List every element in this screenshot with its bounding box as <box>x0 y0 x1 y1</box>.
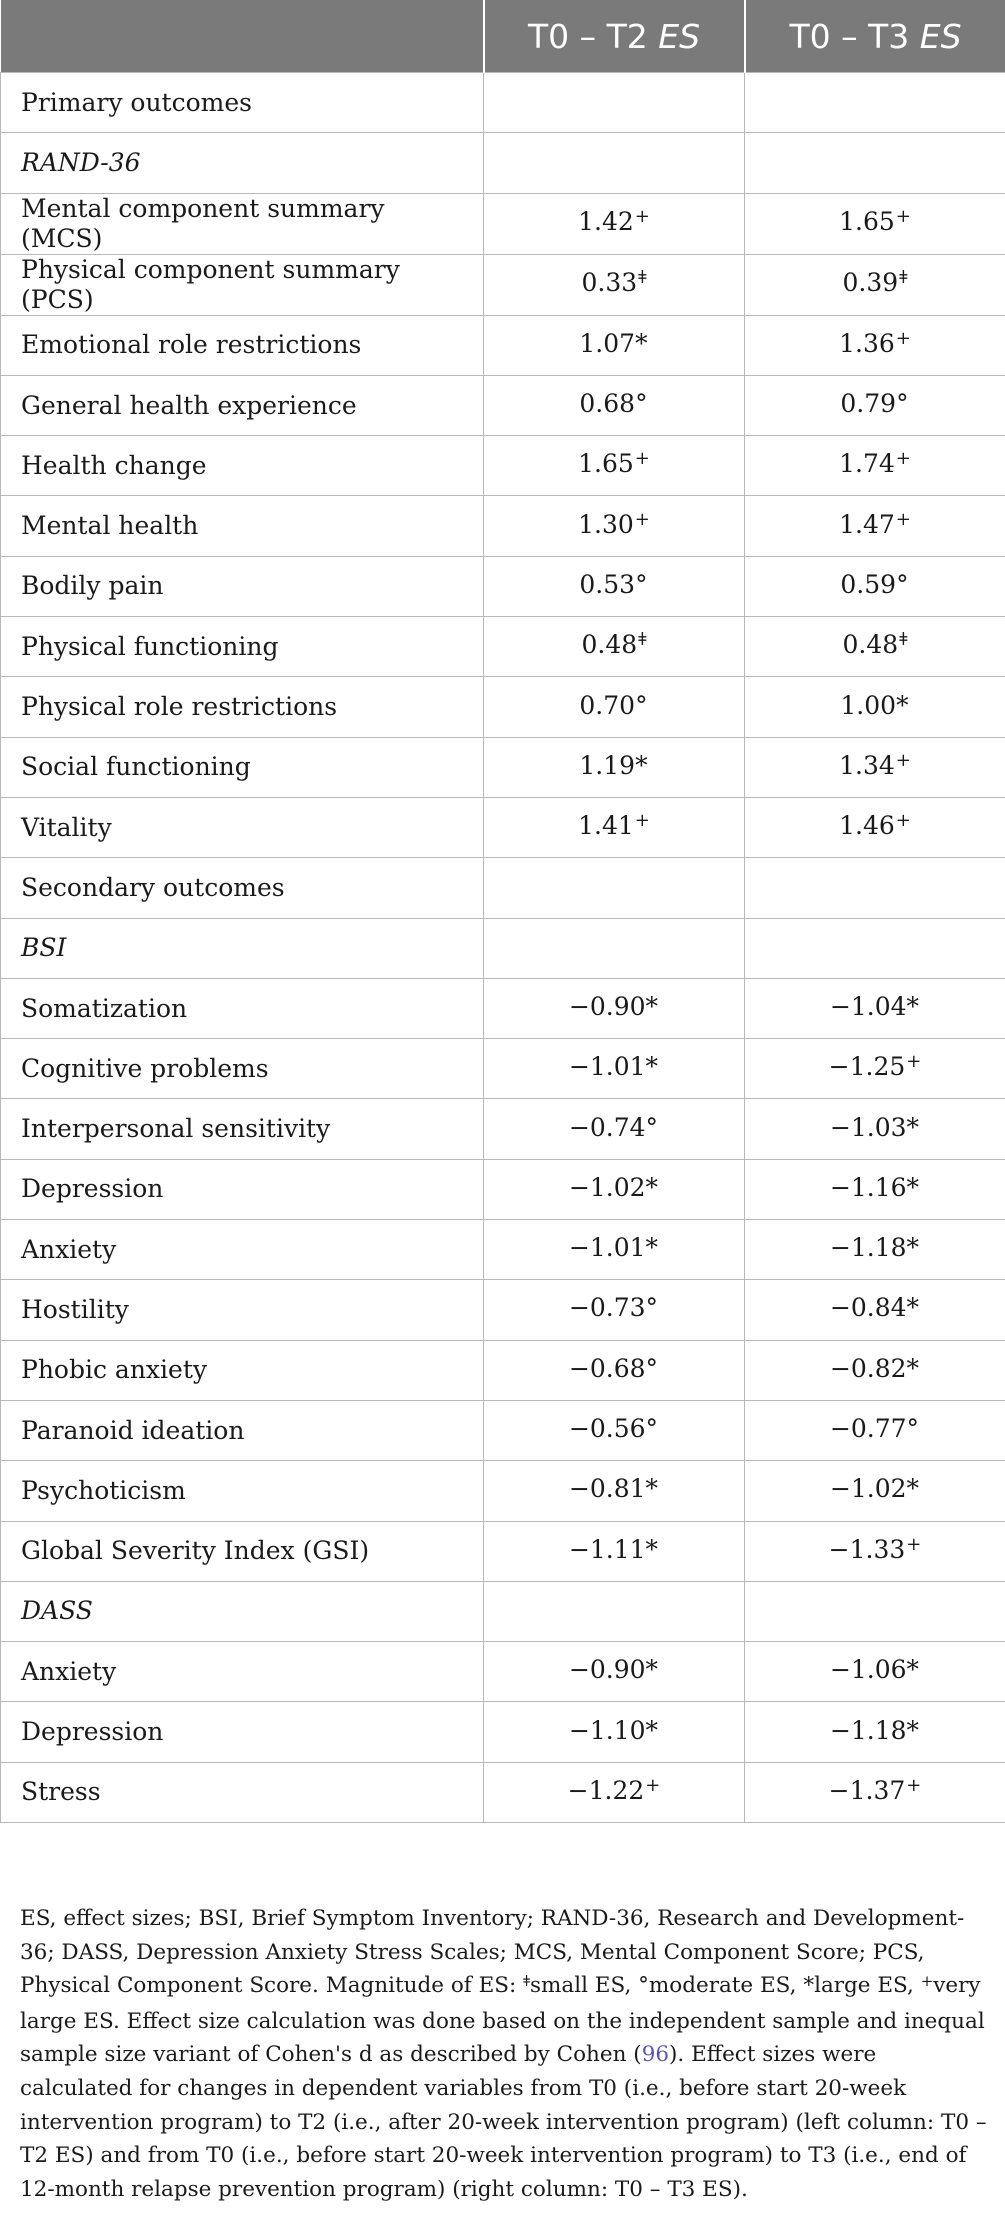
row-value-t0-t2 <box>484 1340 745 1400</box>
effect-size-value: −1.01* <box>568 1233 659 1263</box>
row-value-t0-t2 <box>484 315 745 375</box>
table-row <box>1 193 1005 254</box>
effect-size-value: 1.42 <box>578 207 634 237</box>
row-value-t0-t3 <box>745 858 1005 918</box>
row-value-t0-t3 <box>745 1400 1005 1460</box>
row-label: Global Severity Index (GSI) <box>1 1521 484 1581</box>
row-value-t0-t3 <box>745 133 1005 193</box>
effect-size-value: −0.74° <box>568 1112 659 1142</box>
magnitude-symbol: + <box>895 508 911 530</box>
magnitude-symbol: + <box>895 810 911 832</box>
table-row <box>1 677 1005 737</box>
row-value-t0-t3 <box>745 315 1005 375</box>
row-value-t0-t3 <box>745 1581 1005 1641</box>
row-value-t0-t2 <box>484 1762 745 1822</box>
row-value-t0-t3 <box>745 617 1005 677</box>
row-label: Health change <box>1 436 484 496</box>
effect-size-value: −0.90* <box>568 992 659 1021</box>
table-row <box>1 1461 1005 1521</box>
effect-size-value: −0.77° <box>829 1414 920 1444</box>
table-row <box>1 1702 1005 1762</box>
table-footnote <box>20 1902 995 2206</box>
table-row <box>1 1581 1005 1641</box>
header-t0-t3-suffix: ES <box>919 16 962 56</box>
row-value-t0-t2 <box>484 797 745 857</box>
effect-size-value: −1.18* <box>829 1233 920 1263</box>
effect-size-value: 0.68° <box>579 389 648 419</box>
row-label: DASS <box>1 1581 484 1641</box>
effect-size-value: −1.06* <box>829 1655 920 1685</box>
effect-size-value: −1.10* <box>568 1715 659 1745</box>
row-value-t0-t2 <box>484 436 745 496</box>
effect-size-value: 0.59° <box>840 569 909 599</box>
row-value-t0-t3 <box>745 918 1005 978</box>
row-value-t0-t2 <box>484 1039 745 1099</box>
effect-size-value: 1.19* <box>579 750 648 780</box>
row-value-t0-t2 <box>484 918 745 978</box>
header-t0-t3-prefix: T0 – T3 <box>789 16 920 56</box>
footnote-part3: ). Effect sizes were calculated for changes in dependent variables from T0 (i.e., before start 20-week intervention program) to T2 (i.e., after 20-week intervention program) (left column: T0 – T2 ES) and from T0 (i.e., before start 20-week intervention program) to T3 (i.e., end of 12-month relapse prevention program) (right column: T0 – T3 ES). <box>20 2042 987 2202</box>
row-value-t0-t3 <box>745 737 1005 797</box>
effect-size-value: −1.33 <box>828 1534 906 1564</box>
row-label: Bodily pain <box>1 556 484 616</box>
effect-size-value: 1.41 <box>578 811 634 841</box>
row-value-t0-t3 <box>745 1521 1005 1581</box>
row-value-t0-t3 <box>745 1461 1005 1521</box>
row-value-t0-t2 <box>484 1642 745 1702</box>
table-row <box>1 858 1005 918</box>
row-value-t0-t3 <box>745 677 1005 737</box>
effect-size-value: 0.53° <box>579 569 648 599</box>
header-t0-t2-prefix: T0 – T2 <box>527 16 659 56</box>
row-label: BSI <box>1 918 484 978</box>
effect-size-value: 1.47 <box>839 509 895 539</box>
magnitude-symbol: ǂ <box>899 267 908 289</box>
magnitude-symbol: ǂ <box>899 629 908 651</box>
effect-size-value: −1.18* <box>829 1715 920 1745</box>
footnote-moderate-label: moderate ES, <box>648 1973 804 1999</box>
row-label: General health experience <box>1 375 484 435</box>
table-row <box>1 737 1005 797</box>
row-label: Emotional role restrictions <box>1 315 484 375</box>
row-value-t0-t2 <box>484 1461 745 1521</box>
row-value-t0-t2 <box>484 254 745 315</box>
footnote-sym-moderate: ° <box>638 1973 649 1999</box>
table-body <box>1 73 1005 1823</box>
effect-size-value: 0.48 <box>842 630 899 660</box>
row-value-t0-t3 <box>745 1762 1005 1822</box>
table-row <box>1 375 1005 435</box>
row-label: Physical component summary (PCS) <box>1 254 484 315</box>
row-value-t0-t2 <box>484 1521 745 1581</box>
row-value-t0-t2 <box>484 496 745 556</box>
effect-size-value: −1.03* <box>829 1112 920 1142</box>
table-row <box>1 254 1005 315</box>
row-value-t0-t3 <box>745 1340 1005 1400</box>
effect-size-value: 1.07* <box>579 328 648 358</box>
magnitude-symbol: + <box>895 327 911 349</box>
footnote-part1: ES, effect sizes; BSI, Brief Symptom Inventory; RAND-36, Research and Development-36; DASS, Depression Anxiety Stress Scales; MCS, Mental Component Score; PCS, Physical Component Score. Magnitude of ES: <box>20 1906 965 1999</box>
footnote-part2: Effect size calculation was done based on the independent sample and inequal sample size variant of Cohen's d as described by Cohen ( <box>20 2008 985 2068</box>
effect-size-value: 1.30 <box>578 509 634 539</box>
effect-size-value: 0.70° <box>579 690 648 720</box>
row-label: Phobic anxiety <box>1 1340 484 1400</box>
table-row <box>1 496 1005 556</box>
row-value-t0-t2 <box>484 133 745 193</box>
row-value-t0-t3 <box>745 436 1005 496</box>
row-label: Mental health <box>1 496 484 556</box>
row-label: Interpersonal sensitivity <box>1 1099 484 1159</box>
row-value-t0-t2 <box>484 617 745 677</box>
table-row <box>1 1159 1005 1219</box>
header-t0-t3-es <box>745 0 1005 73</box>
row-label: Mental component summary (MCS) <box>1 193 484 254</box>
row-value-t0-t3 <box>745 978 1005 1038</box>
effect-size-value: 1.74 <box>839 449 895 479</box>
row-label: Somatization <box>1 978 484 1038</box>
row-value-t0-t3 <box>745 797 1005 857</box>
effect-size-value: −1.02* <box>568 1172 659 1202</box>
footnote-large-label: large ES, <box>814 1973 921 1999</box>
row-value-t0-t2 <box>484 556 745 616</box>
row-value-t0-t3 <box>745 1220 1005 1280</box>
magnitude-symbol: + <box>634 508 650 530</box>
effect-size-value: −0.56° <box>568 1414 659 1444</box>
footnote-sym-large: * <box>803 1973 815 1999</box>
effect-size-value: −1.02* <box>829 1474 920 1504</box>
row-label: Stress <box>1 1762 484 1822</box>
effect-size-value: −0.81* <box>568 1474 659 1504</box>
row-value-t0-t2 <box>484 737 745 797</box>
footnote-small-label: small ES, <box>529 1973 639 1999</box>
effect-size-value: 1.34 <box>839 750 895 780</box>
row-label: Depression <box>1 1702 484 1762</box>
table-row <box>1 797 1005 857</box>
effect-size-value: 1.65 <box>839 207 895 237</box>
effect-size-value: 1.00* <box>840 690 909 720</box>
effect-size-value: 0.33 <box>581 268 638 298</box>
table-row <box>1 978 1005 1038</box>
magnitude-symbol: + <box>634 206 650 228</box>
row-value-t0-t2 <box>484 1220 745 1280</box>
header-t0-t2-es <box>484 0 745 73</box>
effect-size-value: −0.90* <box>568 1655 659 1685</box>
table-row <box>1 1039 1005 1099</box>
row-value-t0-t3 <box>745 1642 1005 1702</box>
effect-size-value: −1.37 <box>828 1775 906 1805</box>
table-row <box>1 73 1005 133</box>
header-outcome <box>1 0 484 73</box>
row-value-t0-t2 <box>484 73 745 133</box>
effect-size-value: 1.65 <box>578 449 634 479</box>
effect-size-value: −0.82* <box>829 1353 920 1383</box>
header-t0-t2-suffix: ES <box>658 16 701 56</box>
table-row <box>1 556 1005 616</box>
row-value-t0-t2 <box>484 978 745 1038</box>
row-label: Vitality <box>1 797 484 857</box>
row-value-t0-t3 <box>745 1159 1005 1219</box>
citation-link[interactable]: 96 <box>641 2042 670 2068</box>
effect-size-value: −0.68° <box>568 1353 659 1383</box>
row-label: Anxiety <box>1 1642 484 1702</box>
effect-size-value: −1.22 <box>567 1775 645 1805</box>
row-label: Cognitive problems <box>1 1039 484 1099</box>
table-row <box>1 436 1005 496</box>
row-label: Depression <box>1 1159 484 1219</box>
row-value-t0-t2 <box>484 1159 745 1219</box>
row-value-t0-t2 <box>484 1581 745 1641</box>
row-value-t0-t3 <box>745 375 1005 435</box>
footnote-sym-very-large: + <box>920 1972 934 1991</box>
table-row <box>1 315 1005 375</box>
table-row <box>1 617 1005 677</box>
row-value-t0-t3 <box>745 254 1005 315</box>
row-value-t0-t3 <box>745 1280 1005 1340</box>
table-row <box>1 1220 1005 1280</box>
table-row <box>1 133 1005 193</box>
effect-size-value: −1.16* <box>829 1172 920 1202</box>
row-value-t0-t3 <box>745 1099 1005 1159</box>
magnitude-symbol: + <box>906 1051 922 1073</box>
row-value-t0-t2 <box>484 858 745 918</box>
table-row <box>1 1642 1005 1702</box>
row-label: Paranoid ideation <box>1 1400 484 1460</box>
effect-size-value: −1.25 <box>828 1052 906 1082</box>
row-label: Anxiety <box>1 1220 484 1280</box>
effect-size-value: −0.73° <box>568 1293 659 1323</box>
row-value-t0-t2 <box>484 1400 745 1460</box>
row-label: RAND-36 <box>1 133 484 193</box>
effect-size-value: −1.11* <box>568 1534 659 1564</box>
footnote-very-large-label: very large ES. <box>20 1973 981 2034</box>
row-value-t0-t3 <box>745 556 1005 616</box>
row-value-t0-t3 <box>745 193 1005 254</box>
magnitude-symbol: + <box>906 1533 922 1555</box>
magnitude-symbol: + <box>645 1774 661 1796</box>
row-label: Physical role restrictions <box>1 677 484 737</box>
magnitude-symbol: + <box>895 206 911 228</box>
magnitude-symbol: + <box>634 810 650 832</box>
effect-size-value: 1.36 <box>839 328 895 358</box>
row-label: Primary outcomes <box>1 73 484 133</box>
row-label: Secondary outcomes <box>1 858 484 918</box>
effect-size-value: 1.46 <box>839 811 895 841</box>
magnitude-symbol: + <box>906 1774 922 1796</box>
table-row <box>1 1400 1005 1460</box>
row-label: Psychoticism <box>1 1461 484 1521</box>
row-value-t0-t2 <box>484 677 745 737</box>
row-value-t0-t2 <box>484 375 745 435</box>
row-value-t0-t2 <box>484 1280 745 1340</box>
effect-size-value: 0.39 <box>842 268 899 298</box>
row-value-t0-t2 <box>484 1702 745 1762</box>
footnote-sym-small: ǂ <box>523 1972 530 1991</box>
effect-size-value: −0.84* <box>829 1293 920 1323</box>
table-row <box>1 1099 1005 1159</box>
row-value-t0-t3 <box>745 1702 1005 1762</box>
magnitude-symbol: ǂ <box>638 629 647 651</box>
row-label: Physical functioning <box>1 617 484 677</box>
row-value-t0-t3 <box>745 496 1005 556</box>
magnitude-symbol: ǂ <box>638 267 647 289</box>
table-row <box>1 1340 1005 1400</box>
row-value-t0-t2 <box>484 193 745 254</box>
table-header-row <box>1 0 1005 73</box>
table-row <box>1 1280 1005 1340</box>
effect-size-value: 0.79° <box>840 389 909 419</box>
effect-size-value: 0.48 <box>581 630 638 660</box>
magnitude-symbol: + <box>895 749 911 771</box>
table-row <box>1 1521 1005 1581</box>
table-row <box>1 1762 1005 1822</box>
row-value-t0-t3 <box>745 73 1005 133</box>
table-row <box>1 918 1005 978</box>
row-label: Social functioning <box>1 737 484 797</box>
row-label: Hostility <box>1 1280 484 1340</box>
magnitude-symbol: + <box>895 448 911 470</box>
effect-size-value: −1.01* <box>568 1052 659 1082</box>
row-value-t0-t2 <box>484 1099 745 1159</box>
effect-size-value: −1.04* <box>829 992 920 1021</box>
row-value-t0-t3 <box>745 1039 1005 1099</box>
magnitude-symbol: + <box>634 448 650 470</box>
